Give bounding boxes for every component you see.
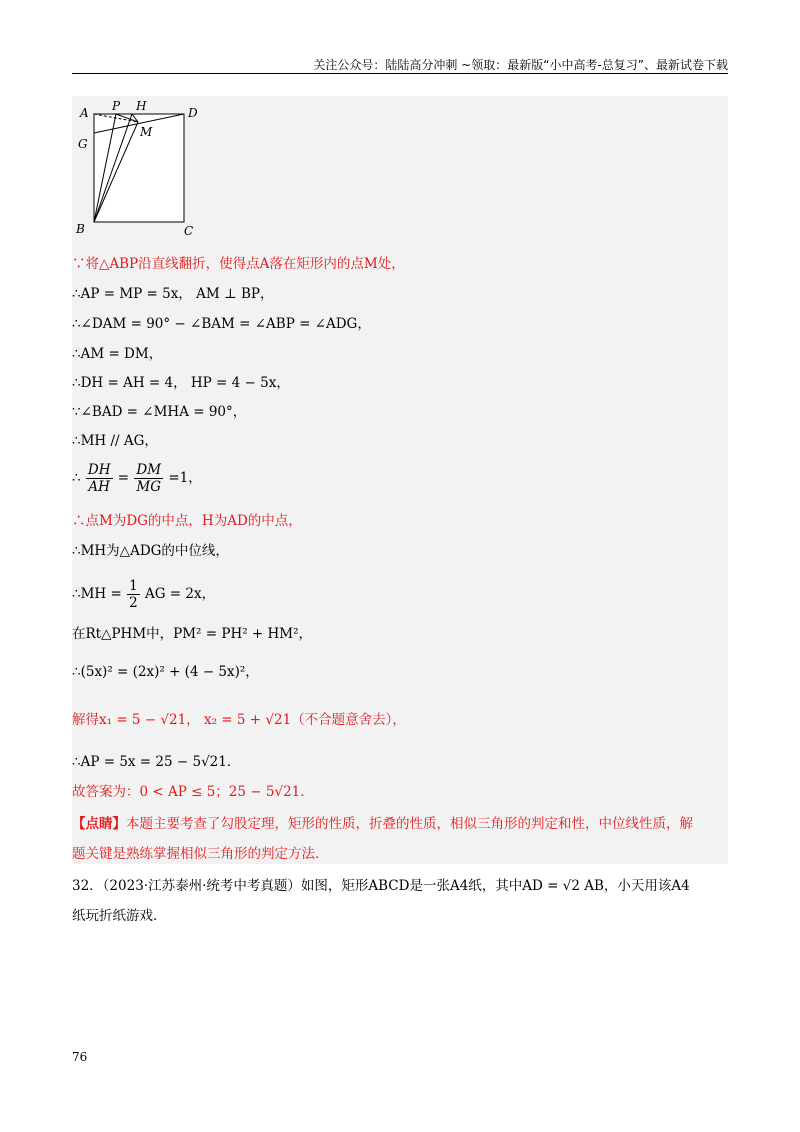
page-number: 76: [72, 1050, 88, 1064]
solution-line: 题关键是熟练掌握相似三角形的判定方法．: [72, 846, 329, 862]
fraction-num: DH: [87, 462, 111, 478]
solution-line: ∴AM = DM，: [72, 346, 163, 362]
ratio-suffix: =1，: [168, 470, 202, 486]
solution-line: 在Rt△PHM中，PM² = PH² + HM²，: [72, 626, 313, 642]
label-D: D: [188, 106, 198, 120]
solution-line: ∵将△ABP沿直线翻折，使得点A落在矩形内的点M处，: [72, 256, 405, 272]
ratio-line: [72, 462, 202, 495]
point-comment: [72, 814, 693, 834]
label-G: G: [78, 137, 88, 151]
solution-block: [72, 96, 728, 864]
solution-line: ∴AP = 5x = 25 − 5√21．: [72, 754, 241, 770]
solution-line: ∴AP = MP = 5x， AM ⊥ BP，: [72, 286, 274, 302]
label-P: P: [112, 99, 121, 113]
fraction-num: 1: [129, 578, 138, 594]
question-32-line-1: 32．（2023·江苏泰州·统考中考真题）如图，矩形ABCD是一张A4纸，其中AD = √2 AB，小天用该A4: [72, 878, 690, 894]
half-prefix: ∴MH =: [72, 586, 122, 602]
solution-line: ∴(5x)² = (2x)² + (4 − 5x)²，: [72, 664, 259, 680]
half-line: [72, 578, 215, 611]
fraction-den: 2: [129, 595, 138, 611]
label-M: M: [140, 125, 153, 139]
fraction-dm-mg: [134, 462, 163, 495]
page-header: 关注公众号：陆陆高分冲刺 ~领取：最新版“小中高考-总复习”、最新试卷下载: [313, 58, 728, 72]
solution-line: 解得x₁ = 5 − √21， x₂ = 5 + √21（不合题意舍去），: [72, 712, 406, 728]
fraction-dh-ah: [86, 462, 113, 495]
rectangle-fold-figure: [72, 96, 200, 236]
point-comment-text: 本题主要考查了勾股定理，矩形的性质，折叠的性质，相似三角形的判定和性，中位线性质，解: [126, 816, 693, 832]
fraction-num: DM: [136, 462, 162, 478]
question-32-line-2: 纸玩折纸游戏．: [72, 908, 167, 924]
solution-line: ∴∠DAM = 90° − ∠BAM = ∠ABP = ∠ADG，: [72, 316, 371, 332]
solution-line: ∴MH为△ADG的中位线，: [72, 543, 229, 559]
header-rule: [72, 73, 728, 74]
point-comment-tag: 【点睛】: [72, 816, 126, 832]
solution-line: ∴DH = AH = 4， HP = 4 − 5x，: [72, 375, 290, 391]
fraction-den: AH: [88, 479, 110, 495]
solution-line: ∵∠BAD = ∠MHA = 90°，: [72, 404, 247, 420]
solution-line: ∴MH // AG，: [72, 433, 158, 449]
solution-line: 故答案为：0 < AP ≤ 5；25 − 5√21．: [72, 784, 314, 800]
label-C: C: [184, 224, 194, 236]
half-suffix: AG = 2x，: [144, 586, 216, 602]
ratio-prefix: ∴: [72, 470, 81, 486]
ratio-equals: =: [117, 470, 130, 486]
label-H: H: [136, 99, 147, 113]
label-B: B: [76, 222, 85, 236]
label-A: A: [80, 106, 89, 120]
solution-line: ∴点M为DG的中点，H为AD的中点，: [72, 513, 302, 529]
fraction-den: MG: [136, 479, 162, 495]
fraction-one-half: [127, 578, 140, 611]
